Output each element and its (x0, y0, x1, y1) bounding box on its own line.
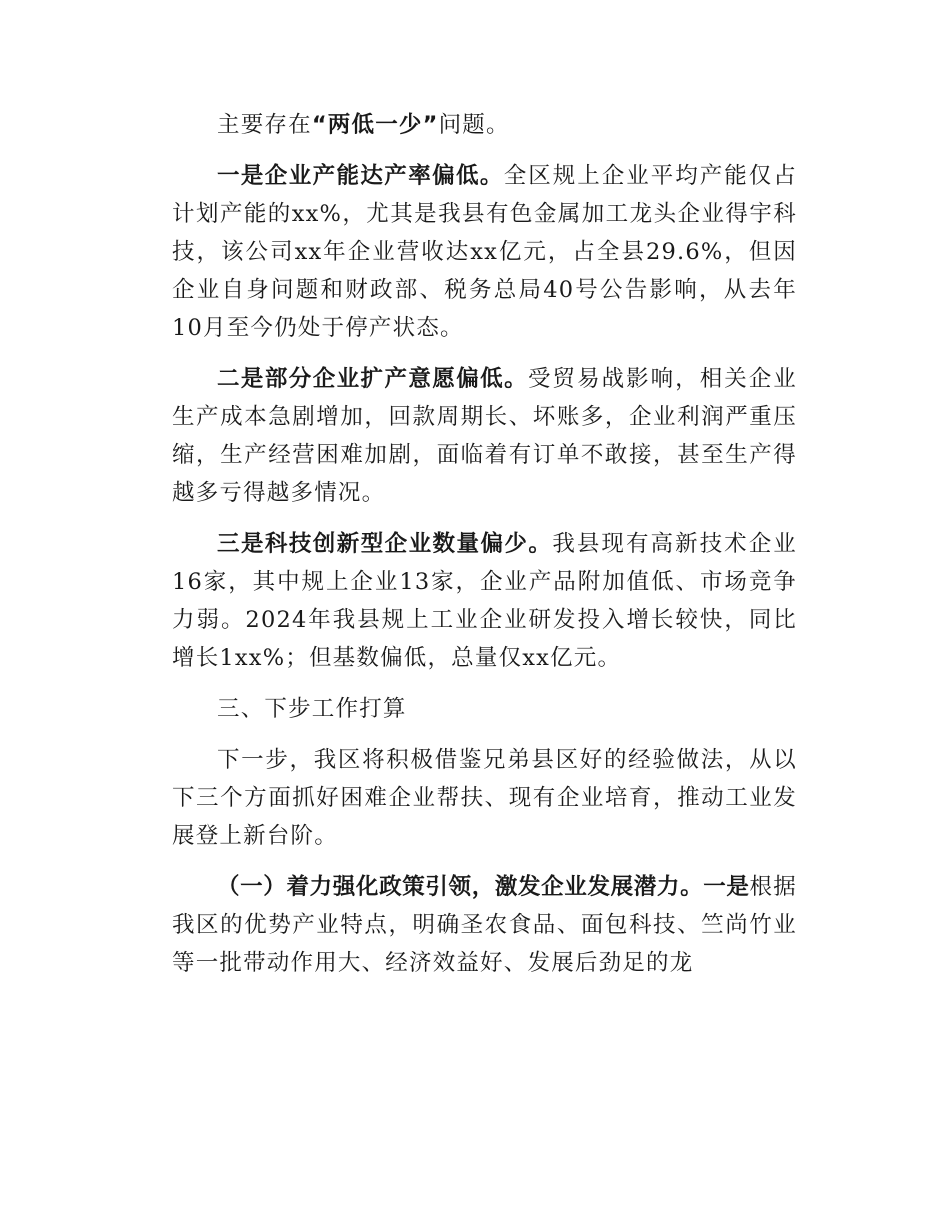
paragraph-body-capacity: 全区规上企业平均产能仅占计划产能的xx%，尤其是我县有色金属加工龙头企业得宇科技，该公司xx年企业营收达xx亿元，占全县29.6%，但因企业自身问题和财政部、税务总局40号公告影响，从去年10月至今仍处于停产状态。 (172, 163, 797, 341)
paragraph-expansion-willingness (172, 360, 797, 512)
paragraph-heading-tech: 三是科技创新型企业数量偏少。 (217, 531, 553, 557)
intro-paragraph (172, 106, 797, 144)
paragraph-next-steps: 下一步，我区将积极借鉴兄弟县区好的经验做法，从以下三个方面抓好困难企业帮扶、现有企业培育，推动工业发展登上新台阶。 (172, 747, 797, 849)
paragraph-capacity-utilization (172, 157, 797, 347)
paragraph-heading-expansion: 二是部分企业扩产意愿偏低。 (217, 366, 529, 392)
paragraph-body-expansion: 受贸易战影响，相关企业生产成本急剧增加，回款周期长、坏账多，企业利润严重压缩，生产经营困难加剧，面临着有订单不敢接，甚至生产得越多亏得越多情况。 (172, 366, 797, 506)
document-page (172, 106, 797, 982)
paragraph-body-policy: 根据我区的优势产业特点，明确圣农食品、面包科技、竺尚竹业等一批带动作用大、经济效益好、发展后劲足的龙 (172, 874, 797, 976)
paragraph-heading-policy: （一）着力强化政策引领，激发企业发展潜力。一是 (217, 874, 750, 900)
intro-text-after: 问题。 (438, 112, 510, 138)
paragraph-policy-guidance (172, 868, 797, 982)
section-heading: 三、下步工作打算 (217, 696, 407, 722)
intro-text-before: 主要存在 (217, 112, 312, 138)
intro-emphasis: “两低一少” (311, 112, 439, 138)
paragraph-tech-enterprises (172, 525, 797, 677)
paragraph-body-tech: 我县现有高新技术企业16家，其中规上企业13家，企业产品附加值低、市场竞争力弱。2024年我县规上工业企业研发投入增长较快，同比增长1xx%；但基数偏低，总量仅xx亿元。 (172, 531, 797, 671)
paragraph-heading-capacity: 一是企业产能达产率偏低。 (217, 163, 504, 189)
